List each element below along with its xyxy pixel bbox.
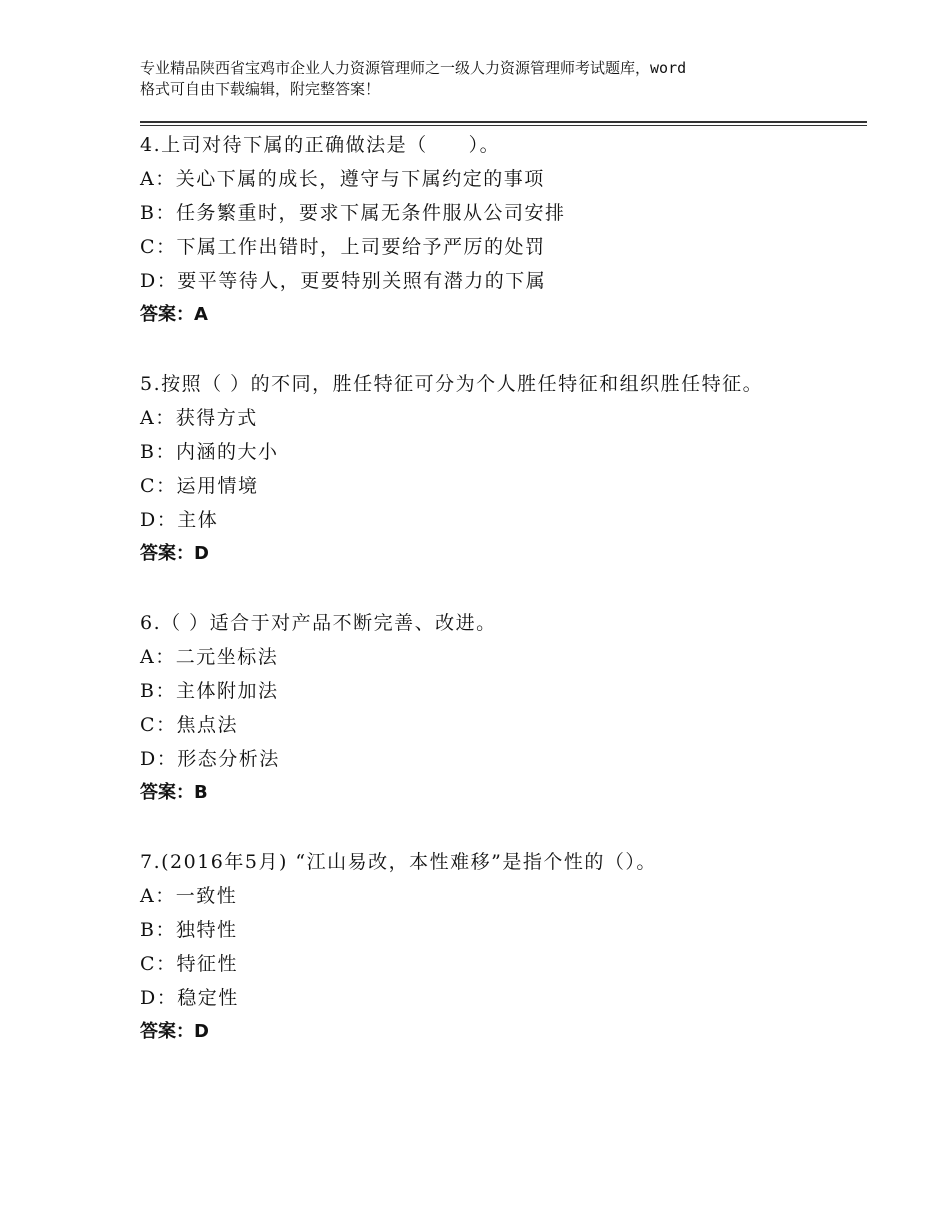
- option-d: D：主体: [140, 509, 219, 531]
- header-divider: [140, 121, 867, 127]
- option-c: C：焦点法: [140, 714, 239, 736]
- question-5: [140, 367, 860, 571]
- option-b: B：任务繁重时，要求下属无条件服从公司安排: [140, 202, 566, 224]
- question-7: [140, 845, 860, 1049]
- option-a: A：一致性: [140, 885, 238, 907]
- option-c: C：运用情境: [140, 475, 259, 497]
- option-a: A：关心下属的成长，遵守与下属约定的事项: [140, 168, 545, 190]
- option-b: B：独特性: [140, 919, 238, 941]
- option-a: A：二元坐标法: [140, 646, 279, 668]
- question-4: [140, 128, 860, 332]
- question-list: [140, 128, 860, 1084]
- answer-label: 答案：B: [140, 782, 208, 803]
- document-header: [140, 58, 830, 100]
- answer-label: 答案：D: [140, 1021, 209, 1042]
- header-line-1: 专业精品陕西省宝鸡市企业人力资源管理师之一级人力资源管理师考试题库，word: [140, 59, 687, 77]
- option-c: C：特征性: [140, 953, 239, 975]
- option-b: B：内涵的大小: [140, 441, 279, 463]
- option-d: D：要平等待人，更要特别关照有潜力的下属: [140, 270, 547, 292]
- option-d: D：稳定性: [140, 987, 239, 1009]
- question-stem: 6.（ ）适合于对产品不断完善、改进。: [140, 612, 497, 634]
- question-stem: 7.(2016年5月) “江山易改，本性难移”是指个性的（）。: [140, 851, 657, 873]
- option-c: C：下属工作出错时，上司要给予严厉的处罚: [140, 236, 546, 258]
- option-a: A：获得方式: [140, 407, 258, 429]
- question-stem: 5.按照（ ）的不同，胜任特征可分为个人胜任特征和组织胜任特征。: [140, 373, 764, 395]
- question-stem: 4.上司对待下属的正确做法是（ ）。: [140, 134, 501, 156]
- divider-thin-line: [140, 125, 867, 126]
- question-6: [140, 606, 860, 810]
- option-b: B：主体附加法: [140, 680, 279, 702]
- answer-label: 答案：D: [140, 543, 209, 564]
- option-d: D：形态分析法: [140, 748, 280, 770]
- answer-label: 答案：A: [140, 304, 208, 325]
- header-line-2: 格式可自由下载编辑，附完整答案！: [140, 80, 381, 98]
- divider-thick-line: [140, 121, 867, 123]
